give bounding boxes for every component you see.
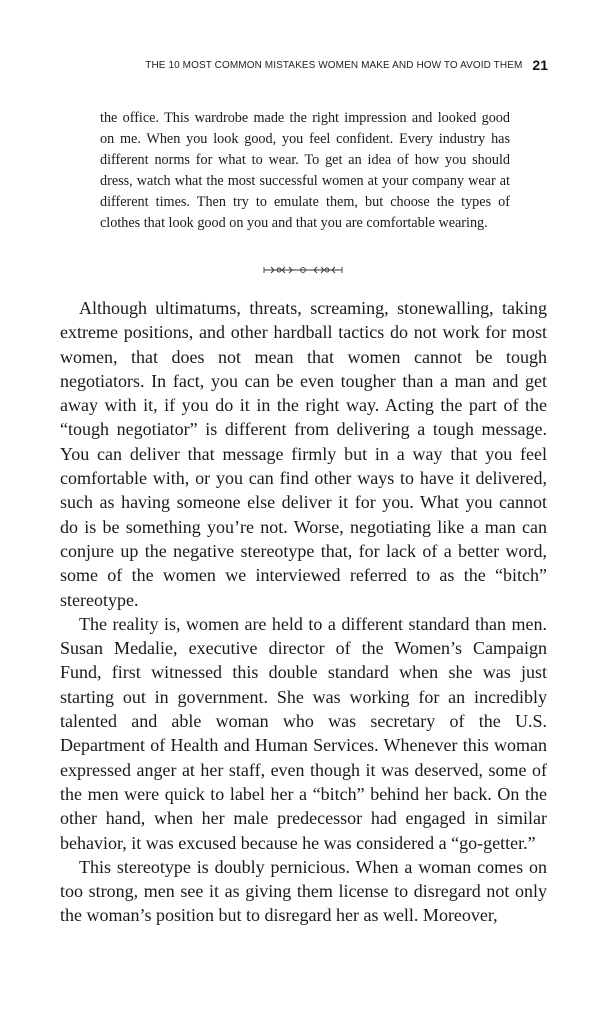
section-break-ornament-icon — [263, 263, 343, 275]
running-head — [0, 56, 548, 74]
body-text — [60, 296, 547, 928]
page-number: 21 — [532, 57, 548, 74]
sidebar-excerpt — [100, 108, 510, 234]
running-head-title: THE 10 MOST COMMON MISTAKES WOMEN MAKE AND HOW TO AVOID THEM — [145, 59, 523, 71]
body-paragraph: Although ultimatums, threats, screaming, stonewalling, taking extreme positions, and other hardball tactics do not work for most women, that does not mean that women cannot be tough negotiators. In fact, you can be even tougher than a man and get away with it, if you do it in the right way. Acting the part of the “tough negotiator” is different from delivering a tough message. You can deliver that message firmly but in a way that you feel comfortable with, or you can find other ways to have it delivered, such as having someone else deliver it for you. What you cannot do is be something you’re not. Worse, negotiating like a man can conjure up the negative stereotype that, for lack of a better word, some of the women we interviewed referred to as the “bitch” stereotype. — [60, 298, 547, 610]
body-paragraph: This stereotype is doubly pernicious. When a woman comes on too strong, men see it as giving them license to disregard not only the woman’s position but to disregard her as well. Moreover, — [60, 856, 547, 926]
body-paragraph: The reality is, women are held to a different standard than men. Susan Medalie, executive director of the Women’s Campaign Fund, first witnessed this double standard when she was just starting out in government. She was working for an incredibly talented and able woman who was secretary of the U.S. Department of Health and Human Services. Whenever this woman expressed anger at her staff, even though it was deserved, some of the men were quick to label her a “bitch” behind her back. On the other hand, when her male predecessor had engaged in similar behavior, it was excused because he was considered a “go-getter.” — [60, 613, 547, 853]
sidebar-paragraph: the office. This wardrobe made the right impression and looked good on me. When you look good, you feel confident. Every industry has different norms for what to wear. To get an idea of how you should dress, watch what the most successful women at your company wear at different times. Then try to emulate them, but choose the types of clothes that look good on you and that you are comfortable wearing. — [100, 110, 510, 231]
